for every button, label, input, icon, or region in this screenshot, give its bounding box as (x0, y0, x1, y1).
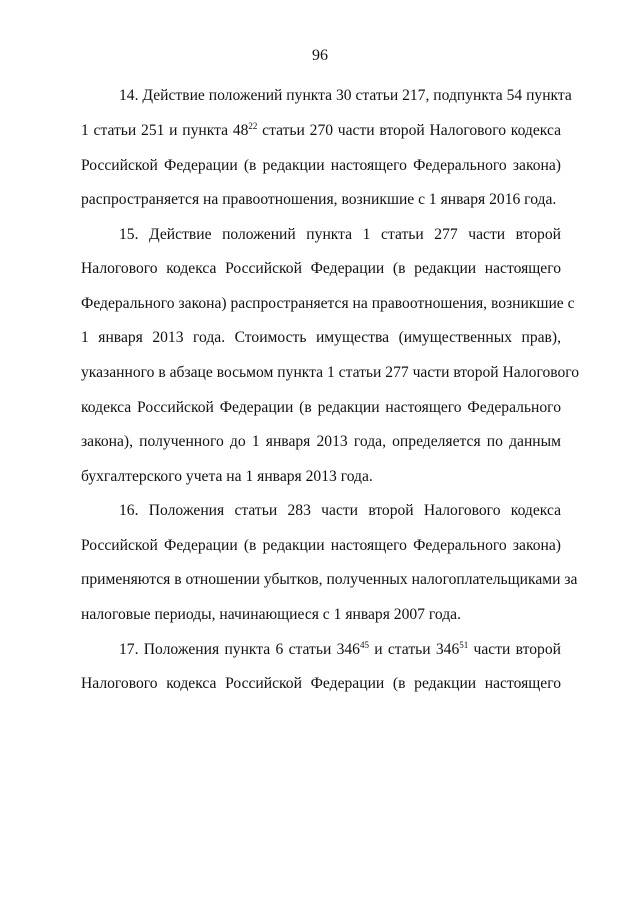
paragraph-15-line-6: кодекса Российской Федерации (в редакции настоящего Федерального (81, 399, 561, 416)
paragraph-17-line-1: 17. Положения пункта 6 статьи $346^{45}$ и статьи $346^{51}$ части второй (119, 640, 561, 658)
paragraph-16-line-2: Российской Федерации (в редакции настоящего Федерального закона) (81, 537, 561, 554)
paragraph-15-line-2: Налогового кодекса Российской Федерации (в редакции настоящего (81, 260, 561, 277)
paragraph-15-line-5: указанного в абзаце восьмом пункта 1 статьи 277 части второй Налогового (81, 364, 580, 381)
paragraph-15-line-1: 15. Действие положений пункта 1 статьи 277 части второй (119, 226, 561, 243)
paragraph-15-line-7: закона), полученного до 1 января 2013 года, определяется по данным (81, 433, 561, 450)
paragraph-15-line-4: 1 января 2013 года. Стоимость имущества (имущественных прав), (81, 329, 561, 346)
paragraph-16-line-4: налоговые периоды, начинающиеся с 1 января 2007 года. (81, 606, 461, 623)
superscript-51: 51 (459, 640, 469, 650)
paragraph-14-line-3: Российской Федерации (в редакции настоящего Федерального закона) (81, 157, 561, 174)
superscript-22: 22 (248, 121, 258, 131)
paragraph-15-line-8: бухгалтерского учета на 1 января 2013 года. (81, 468, 373, 485)
paragraph-14-line-4: распространяется на правоотношения, возникшие с 1 января 2016 года. (81, 191, 557, 208)
paragraph-14-line-2: 1 статьи 251 и пункта $48^{22}$ статьи 270 части второй Налогового кодекса (81, 121, 561, 139)
paragraph-16-line-3: применяются в отношении убытков, полученных налогоплательщиками за (81, 571, 578, 588)
page-number: 96 (312, 47, 328, 64)
paragraph-15-line-3: Федерального закона) распространяется на правоотношения, возникшие с (81, 295, 575, 312)
superscript-45: 45 (359, 640, 369, 650)
paragraph-14-line-1: 14. Действие положений пункта 30 статьи 217, подпункта 54 пункта (119, 87, 572, 104)
paragraph-16-line-1: 16. Положения статьи 283 части второй Налогового кодекса (119, 502, 561, 519)
paragraph-17-line-2: Налогового кодекса Российской Федерации (в редакции настоящего (81, 675, 561, 692)
